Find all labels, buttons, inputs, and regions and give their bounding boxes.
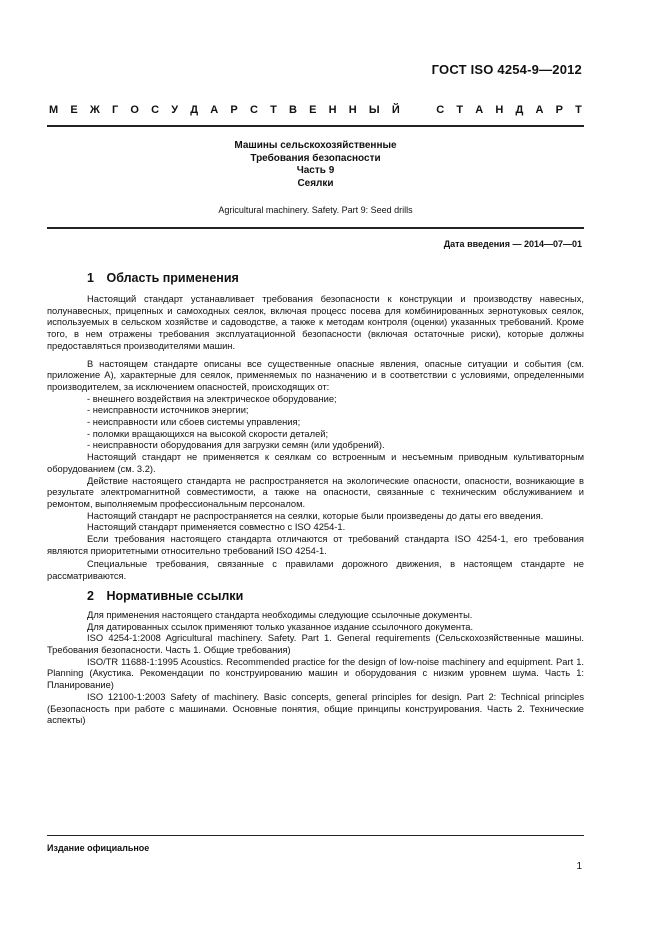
section-title: Область применения bbox=[106, 271, 239, 285]
list-item: - внешнего воздействия на электрическое оборудование; bbox=[87, 393, 337, 404]
banner-letter: О bbox=[130, 104, 139, 116]
footer-divider bbox=[47, 835, 584, 836]
page-number: 1 bbox=[576, 861, 582, 872]
section-heading bbox=[87, 588, 584, 604]
paragraph: Настоящий стандарт не применяется к сеялкам со встроенным и несъемным приводным культиваторным оборудованием (см. 3.2). bbox=[47, 452, 584, 474]
banner-letter: Р bbox=[555, 104, 563, 116]
banner-letter: Р bbox=[230, 104, 238, 116]
reference-item: ISO/TR 11688-1:1995 Acoustics. Recommended practice for the design of low-noise machinery and equipment. Part 1. Planning (Акустика. Рекомендации по конструированию машин и оборудования с низким уровнем шума. Часть 1: Планирование) bbox=[47, 656, 584, 691]
paragraph: Настоящий стандарт не распространяется на сеялки, которые были произведены до даты его введения. bbox=[87, 510, 544, 521]
banner-letter: У bbox=[171, 104, 179, 116]
paragraph: Настоящий стандарт устанавливает требования безопасности к конструкции и производству навесных, полунавесных, прицепных и самоходных сеялок, включая процесс посева для комбинированных зернотуковых сеялок, используемых в сельском хозяйстве и садоводстве, а также к методам контроля (оценки) указанных требований. Кроме того, в нем отражены требования эксплуатационной безопасности (включая остаточные риски), которые должны предоставляться производителями машин. bbox=[47, 294, 584, 351]
document-body bbox=[47, 266, 584, 727]
paragraph: Для применения настоящего стандарта необходимы следующие ссылочные документы. bbox=[87, 609, 473, 620]
title-line: Сеялки bbox=[297, 177, 334, 189]
document-code: ГОСТ ISO 4254-9—2012 bbox=[431, 62, 582, 77]
reference-item: ISO 12100-1:2003 Safety of machinery. Basic concepts, general principles for design. Part 2: Technical principles (Безопасность при работе с машинами. Основные понятия, общие принципы конструирования. Часть 2. Технические аспекты) bbox=[47, 691, 584, 726]
banner-letter: А bbox=[535, 104, 544, 116]
document-title bbox=[47, 140, 584, 190]
banner-letter: В bbox=[288, 104, 297, 116]
list-item: - поломки вращающихся на высокой скорости деталей; bbox=[87, 428, 329, 439]
banner-letter: С bbox=[249, 104, 258, 116]
paragraph: Специальные требования, связанные с правилами дорожного движения, в настоящем стандарте не рассматриваются. bbox=[47, 559, 584, 582]
banner-letter: Н bbox=[328, 104, 337, 116]
section-number: 1 bbox=[87, 271, 94, 285]
banner-letter: Е bbox=[309, 104, 317, 116]
title-line: Часть 9 bbox=[296, 165, 335, 177]
reference-item: ISO 4254-1:2008 Agricultural machinery. Safety. Part 1. General requirements (Сельскохозяйственные машины. Требования безопасности. Часть 1. Общие требования) bbox=[47, 633, 584, 655]
header-divider bbox=[47, 125, 584, 127]
banner-letter: Ж bbox=[89, 104, 100, 116]
title-line: Требования безопасности bbox=[250, 152, 381, 164]
paragraph: Действие настоящего стандарта не распространяется на экологические опасности, опасности, возникающие в результате электромагнитной совместимости, а также на опасности, связанные с техническим обслуживанием и ремонтом, выполняемым профессиональным персоналом. bbox=[47, 475, 584, 509]
edition-label: Издание официальное bbox=[47, 843, 150, 853]
banner-letter: Т bbox=[456, 104, 464, 116]
banner-letter: М bbox=[49, 104, 59, 116]
banner-letter: Г bbox=[111, 104, 119, 116]
banner-letter: А bbox=[210, 104, 219, 116]
paragraph: Если требования настоящего стандарта отличаются от требований стандарта ISO 4254-1, его требования являются приоритетными относительно требований ISO 4254-1. bbox=[47, 534, 584, 556]
list-item: - неисправности источников энергии; bbox=[87, 405, 249, 416]
section-heading bbox=[87, 270, 584, 286]
section-number: 2 bbox=[87, 588, 94, 603]
introduction-date: Дата введения — 2014—07—01 bbox=[443, 239, 582, 249]
paragraph: Настоящий стандарт применяется совместно с ISO 4254-1. bbox=[87, 522, 346, 533]
banner-letter: Й bbox=[391, 104, 400, 116]
banner-letter: Е bbox=[70, 104, 78, 116]
banner-letter: Т bbox=[575, 104, 582, 116]
banner-letter: Д bbox=[190, 104, 199, 116]
list-item: - неисправности оборудования для загрузки семян (или удобрений). bbox=[87, 440, 385, 451]
title-divider bbox=[47, 227, 584, 229]
paragraph: Для датированных ссылок применяют только указанное издание ссылочного документа. bbox=[87, 621, 474, 632]
banner-letter: А bbox=[475, 104, 484, 116]
standard-type-banner bbox=[49, 104, 582, 116]
banner-letter: С bbox=[151, 104, 160, 116]
english-title: Agricultural machinery. Safety. Part 9: Seed drills bbox=[218, 205, 413, 215]
banner-letter: Ы bbox=[368, 104, 380, 116]
section-title: Нормативные ссылки bbox=[106, 588, 244, 603]
list-item: - неисправности или сбоев системы управления; bbox=[87, 417, 301, 428]
banner-letter: С bbox=[436, 104, 445, 116]
banner-letter: Д bbox=[515, 104, 524, 116]
banner-letter: Т bbox=[270, 104, 277, 116]
title-line: Машины сельскохозяйственные bbox=[234, 140, 397, 151]
paragraph: В настоящем стандарте описаны все существенные опасные явления, опасные ситуации и события (см. приложение А), характерные для сеялок, применяемых по назначению и в соответствии с условиями, определенными производителем, за исключением опасностей, происходящих от: bbox=[47, 358, 584, 392]
banner-letter: Н bbox=[495, 104, 504, 116]
banner-letter: Н bbox=[348, 104, 357, 116]
